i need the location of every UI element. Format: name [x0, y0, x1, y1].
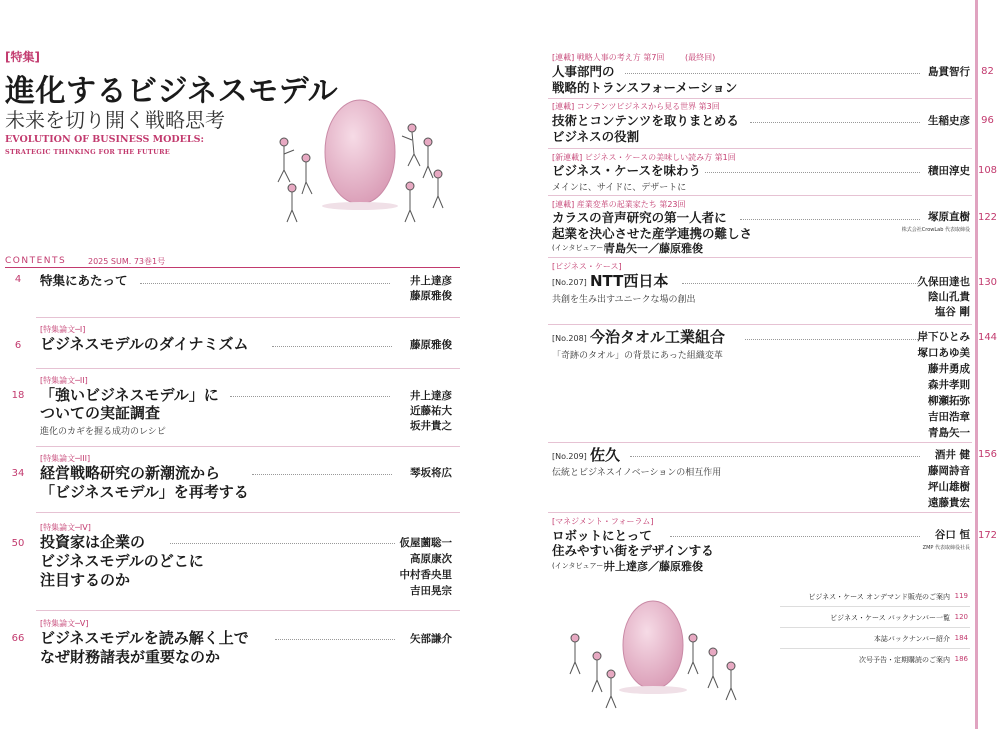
case-description: 共創を生み出すユニークな場の創出	[552, 295, 696, 305]
entry-title[interactable]: 投資家は企業の	[40, 533, 146, 551]
entry-page: 50	[11, 538, 25, 549]
page-edge-bar	[975, 0, 978, 729]
series-page: 122	[977, 212, 998, 223]
case-title[interactable]: NTT西日本	[590, 272, 669, 290]
back-matter-page: 120	[954, 613, 968, 621]
case-author: 遠藤貴宏	[928, 497, 970, 509]
case-description: 伝統とビジネスイノベーションの相互作用	[552, 468, 722, 478]
case-number: [No.209]	[552, 452, 587, 461]
entry-author: 井上達彦	[410, 390, 452, 402]
back-matter-item[interactable]: 本誌バックナンバー紹介	[873, 635, 950, 643]
entry-author: 仮屋薗聡一	[399, 537, 452, 549]
case-author: 藤岡詩音	[928, 465, 970, 477]
case-title[interactable]: 佐久	[590, 446, 621, 464]
entry-title-line[interactable]: ビジネスモデルのどこに	[40, 552, 204, 570]
entry-divider	[548, 512, 972, 513]
case-number: [No.208]	[552, 334, 587, 343]
entry-author: 矢部謙介	[410, 633, 452, 645]
entry-author: 中村香央里	[399, 569, 452, 581]
entry-title[interactable]: 経営戦略研究の新潮流から	[40, 464, 221, 482]
forum-title-line[interactable]: 住みやすい街をデザインする	[552, 543, 714, 558]
series-author: 積田淳史	[928, 165, 970, 177]
series-tag: [連載] 戦略人事の考え方 第7回	[552, 53, 665, 62]
leader-dots	[625, 73, 920, 74]
case-author: 久保田達也	[917, 276, 970, 288]
case-author: 柳瀬拓弥	[928, 395, 970, 407]
entry-title-line[interactable]: 注目するのか	[40, 571, 131, 589]
feature-english-title: EVOLUTION OF BUSINESS MODELS:	[5, 134, 204, 145]
forum-title[interactable]: ロボットにとって	[552, 528, 652, 543]
series-tag-note: (最終回)	[685, 53, 716, 62]
entry-title-line[interactable]: ついての実証調査	[40, 404, 161, 422]
forum-page: 172	[977, 530, 998, 541]
entry-author: 琴坂将広	[410, 467, 452, 479]
series-author: 生稲史彦	[928, 115, 970, 127]
egg-illustration	[262, 70, 482, 245]
cases-tag: [ビジネス・ケース]	[552, 262, 622, 271]
entry-divider	[36, 446, 460, 447]
case-author: 塚口あゆ美	[917, 347, 970, 359]
series-page: 82	[981, 66, 994, 77]
leader-dots	[705, 172, 920, 173]
entry-divider	[548, 148, 972, 149]
series-title-line[interactable]: 戦略的トランスフォーメーション	[552, 80, 738, 95]
feature-tag: [特集]	[5, 50, 40, 64]
series-tag: [連載] 産業変革の起業家たち 第23回	[552, 200, 686, 209]
leader-dots	[630, 456, 920, 457]
case-author: 藤井勇成	[928, 363, 970, 375]
entry-tag: [特集論文─II]	[40, 376, 88, 385]
entry-page: 34	[11, 468, 25, 479]
contents-label: CONTENTS	[5, 256, 67, 266]
case-author: 塩谷 剛	[934, 306, 970, 318]
interviewer-names: 青島矢一／藤原雅俊	[604, 242, 703, 255]
back-matter-page: 184	[954, 634, 968, 642]
back-matter-page: 119	[954, 592, 968, 600]
series-tag: [連載] コンテンツビジネスから見る世界 第3回	[552, 102, 720, 111]
entry-tag: [特集論文─V]	[40, 619, 89, 628]
series-author: 塚原直樹	[928, 211, 970, 223]
case-page: 156	[977, 449, 998, 460]
interviewer-names: 井上達彦／藤原雅俊	[604, 560, 703, 573]
case-author: 坪山雄樹	[928, 481, 970, 493]
series-title[interactable]: 技術とコンテンツを取りまとめる	[552, 113, 739, 128]
entry-author: 坂井貴之	[410, 420, 452, 432]
series-tag: [新連載] ビジネス・ケースの美味しい読み方 第1回	[552, 153, 736, 162]
entry-title[interactable]: 「強いビジネスモデル」に	[40, 386, 219, 404]
case-page: 130	[977, 277, 998, 288]
entry-author: 吉田晃宗	[410, 585, 452, 597]
case-author: 吉田浩章	[928, 411, 970, 423]
entry-divider	[548, 442, 972, 443]
back-matter-page: 186	[954, 655, 968, 663]
author-affiliation: 株式会社CrowLab 代表取締役	[901, 227, 970, 233]
case-author: 岸下ひとみ	[917, 331, 970, 343]
forum-tag: [マネジメント・フォーラム]	[552, 517, 654, 526]
entry-title[interactable]: ビジネスモデルのダイナミズム	[40, 335, 249, 353]
case-title[interactable]: 今治タオル工業組合	[590, 328, 726, 346]
entry-tag: [特集論文─IV]	[40, 523, 91, 532]
entry-divider	[36, 512, 460, 513]
case-number: [No.207]	[552, 278, 587, 287]
back-matter-divider	[780, 648, 970, 649]
back-matter-divider	[780, 627, 970, 628]
entry-divider	[548, 324, 972, 325]
author-affiliation: ZMP 代表取締役社長	[922, 545, 970, 551]
leader-dots	[230, 396, 390, 397]
case-author: 森井孝則	[928, 379, 970, 391]
entry-author: 近藤祐大	[410, 405, 452, 417]
case-author: 陰山孔貴	[928, 291, 970, 303]
entry-divider	[548, 257, 972, 258]
interviewer-prefix: (インタビュアー)	[552, 562, 606, 570]
case-description: 「奇跡のタオル」の背景にあった組織変革	[552, 351, 723, 361]
entry-tag: [特集論文─I]	[40, 325, 86, 334]
series-title[interactable]: カラスの音声研究の第一人者に	[552, 210, 727, 225]
leader-dots	[170, 543, 395, 544]
entry-author: 藤原雅俊	[410, 290, 452, 302]
entry-divider	[36, 368, 460, 369]
series-title-line[interactable]: 起業を決心させた産学連携の難しさ	[552, 226, 753, 241]
series-author: 島貫智行	[928, 66, 970, 78]
leader-dots	[682, 283, 920, 284]
entry-title[interactable]: ビジネスモデルを読み解く上で	[40, 629, 249, 647]
series-title-line[interactable]: ビジネスの役割	[552, 129, 640, 144]
entry-page: 4	[14, 274, 22, 285]
entry-divider	[548, 195, 972, 196]
case-author: 青島矢一	[928, 427, 970, 439]
case-page: 144	[977, 332, 998, 343]
feature-subtitle: 未来を切り開く戦略思考	[5, 108, 225, 132]
series-title[interactable]: 人事部門の	[552, 64, 615, 79]
entry-title-line[interactable]: 「ビジネスモデル」を再考する	[40, 483, 249, 501]
entry-title-line[interactable]: なぜ財務諸表が重要なのか	[40, 648, 221, 666]
entry-page: 66	[11, 633, 25, 644]
entry-divider	[36, 317, 460, 318]
entry-author: 藤原雅俊	[410, 339, 452, 351]
back-matter-item[interactable]: ビジネス・ケース オンデマンド販売のご案内	[808, 593, 950, 601]
forum-author: 谷口 恒	[934, 529, 970, 541]
entry-divider	[548, 98, 972, 99]
entry-tag: [特集論文─III]	[40, 454, 91, 463]
interviewer-prefix: (インタビュアー)	[552, 244, 606, 252]
back-matter-divider	[780, 606, 970, 607]
entry-page: 6	[14, 340, 22, 351]
leader-dots	[140, 283, 390, 284]
entry-author: 井上達彦	[410, 275, 452, 287]
entry-divider	[36, 610, 460, 611]
back-matter-item[interactable]: ビジネス・ケース バックナンバー一覧	[830, 614, 950, 622]
series-page: 96	[981, 115, 994, 126]
feature-english-subtitle: STRATEGIC THINKING FOR THE FUTURE	[5, 148, 171, 156]
entry-title[interactable]: 特集にあたって	[40, 273, 128, 288]
series-title[interactable]: ビジネス・ケースを味わう	[552, 163, 702, 178]
contents-rule	[5, 267, 460, 268]
leader-dots	[670, 536, 920, 537]
egg-illustration-bottom	[555, 590, 755, 720]
entry-page: 18	[11, 390, 25, 401]
case-author: 酒井 健	[934, 449, 970, 461]
entry-description: 進化のカギを握る成功のレシピ	[40, 427, 166, 437]
series-description: メインに、サイドに、デザートに	[552, 183, 687, 193]
leader-dots	[252, 474, 392, 475]
back-matter-item[interactable]: 次号予告・定期購読のご案内	[859, 656, 950, 664]
series-page: 108	[977, 165, 998, 176]
feature-title: 進化するビジネスモデル	[5, 74, 339, 109]
entry-author: 高原康次	[410, 553, 452, 565]
contents-issue: 2025 SUM. 73巻1号	[88, 257, 166, 266]
